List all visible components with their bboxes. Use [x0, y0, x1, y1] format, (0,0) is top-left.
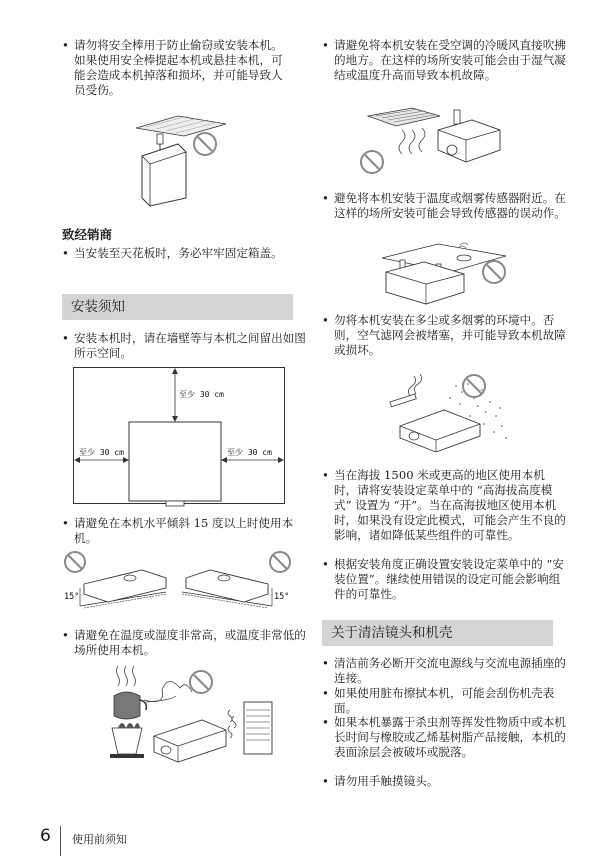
clearance-left-label: 至少 30 cm	[79, 448, 124, 457]
prohibition-icon	[190, 671, 212, 693]
bullet-clean-volatile: • 如果本机暴露于杀虫剂等挥发性物质中或本机长时间与橡胶或乙烯基树脂产品接触，本机的表面涂层会被破坏或脱落。	[322, 715, 566, 760]
bullet-clean-dirty-cloth: • 如果使用脏布擦拭本机，可能会刮伤机壳表面。	[322, 686, 566, 716]
cleaning-heading: 关于清洁镜头和机壳	[322, 620, 553, 646]
bullet-high-altitude: • 当在海拔 1500 米或更高的地区使用本机时，请将安装设定菜单中的 “高海拔高度模式” 设置为 “开”。当在高海拔地区使用本机时，如果没有设定此模式，可能会产生不良的影响，诸如降低某些组件的可靠性。	[322, 468, 566, 543]
bullet-tilt: • 请避免在本机水平倾斜 15 度以上时使用本机。	[62, 516, 306, 546]
prohibition-icon	[361, 151, 383, 173]
clearance-right-label: 至少 30 cm	[227, 448, 272, 457]
clearance-diagram	[73, 367, 285, 507]
bullet-clearance: • 安装本机时，请在墙壁等与本机之间留出如图所示空间。	[62, 331, 306, 361]
heat-humidity-illustration	[106, 666, 281, 764]
tilt-angle-left: 15°	[64, 592, 80, 602]
prohibition-icon-right	[270, 552, 290, 572]
footer-divider	[60, 826, 61, 856]
bullet-dust-smoke: • 勿将本机安装在多尘或多烟雾的环境中。否则，空气滤网会被堵塞，并可能导致本机故障或损坏。	[322, 313, 566, 358]
prohibition-icon	[463, 375, 485, 397]
hanging-projector-illustration	[132, 112, 232, 208]
air-conditioner-illustration	[354, 106, 512, 182]
left-column	[62, 38, 294, 98]
install-notes-heading: 安装须知	[62, 294, 293, 320]
page-number: 6	[40, 826, 51, 846]
dealer-heading: 致经销商	[62, 227, 113, 242]
bullet-air-conditioner: • 请避免将本机安装在受空调的冷暖风直接吹拂的地方。在这样的场所安装可能会由于湿气凝结或温度升高而导致本机故障。	[322, 38, 566, 83]
dust-smoke-illustration	[386, 372, 510, 452]
bullet-clean-lens: • 请勿用手触摸镜头。	[322, 774, 566, 789]
bullet-install-position: • 根据安装角度正确设置安装设定菜单中的 “安装位置”。继续使用错误的设定可能会影响组件的可靠性。	[322, 557, 566, 602]
bullet-ceiling-cover: • 当安装至天花板时，务必牢牢固定箱盖。	[62, 246, 306, 261]
tilt-illustration	[62, 548, 294, 610]
sensor-illustration	[378, 242, 510, 306]
clearance-top-label: 至少 30 cm	[179, 390, 224, 399]
bullet-temperature-humidity: • 请避免在温度或湿度非常高，或温度非常低的场所使用本机。	[62, 628, 306, 658]
prohibition-icon	[194, 133, 216, 155]
bullet-sensor: • 避免将本机安装于温度或烟雾传感器附近。在这样的场所安装可能会导致传感器的误动作。	[322, 191, 566, 221]
bullet-clean-unplug: • 清洁前务必断开交流电源线与交流电源插座的连接。	[322, 656, 566, 686]
footer-section-title: 使用前须知	[72, 833, 127, 846]
prohibition-icon	[483, 261, 505, 283]
tilt-angle-right: 15°	[274, 592, 290, 602]
bullet-security-bar: • 请勿将安全棒用于防止偷窃或安装本机。如果使用安全棒提起本机或悬挂本机，可能会造成本机掉落和损坏，并可能导致人员受伤。	[62, 38, 294, 98]
prohibition-icon-left	[65, 552, 85, 572]
